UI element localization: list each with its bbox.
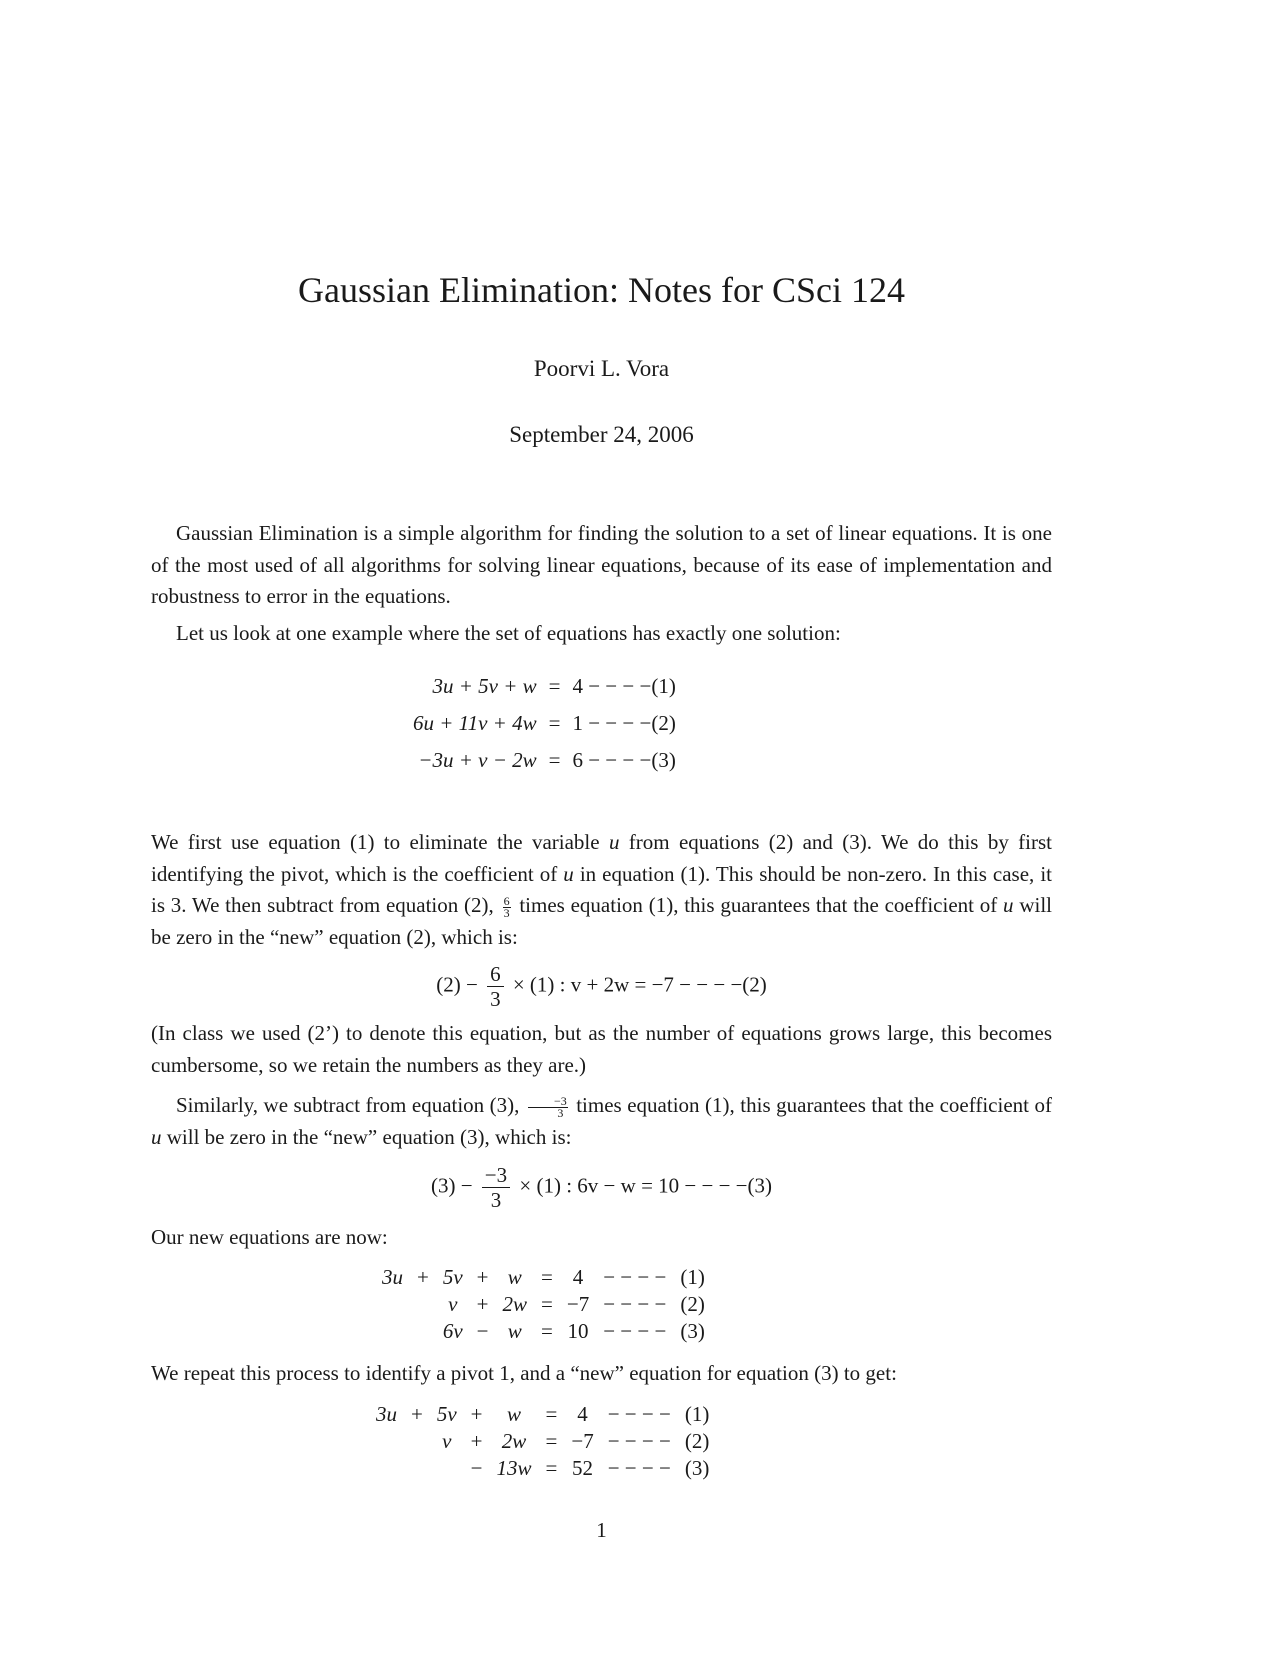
equation-system-3 [369,1401,716,1482]
equation-row: 6u + 11v + 4w = 1 − − − −(2) [413,711,676,735]
equation-system-1 [407,668,682,779]
new-equations-lead: Our new equations are now: [151,1225,388,1249]
notation-remark-paragraph: (In class we used (2’) to denote this equation, but as the number of equations grows large, this becomes cumbersome, so we retain the numbers as they are.) [151,1021,1052,1077]
equation-row: v + 2w = −7 − − − − (2) [442,1429,710,1453]
paper-date: September 24, 2006 [509,422,694,447]
display-equation-2: (2) − $\frac{6}{3}$ × (1) : v + 2w = −7 − − − −(2) [436,962,767,1011]
inline-fraction: $\frac{-3}{3}$ [528,1096,568,1119]
equation-row: 3u + 5v + w = 4 − − − − (1) [382,1265,705,1289]
equation-row: 3u + 5v + w = 4 − − − − (1) [376,1402,710,1426]
pivot-explanation-paragraph: We first use equation (1) to eliminate the variable u from equations (2) and (3). We do this by first identifying the pivot, which is the coefficient of u in equation (1). This should be non-zero. In this case, it is 3. We then subtract from equation (2), $\frac{6}{3}$ times equation (1), this guarantees that the coefficient of u will be zero in the “new” equation (2), which is: [151,830,1052,949]
repeat-process-lead: We repeat this process to identify a pivot 1, and a “new” equation for equation (3) to get: [151,1361,897,1385]
equation-row: 3u + 5v + w = 4 − − − −(1) [432,674,676,698]
equation-row: v + 2w = −7 − − − − (2) [448,1292,705,1316]
display-equation-3: (3) − $\frac{-3}{3}$ × (1) : 6v − w = 10 − − − −(3) [430,1163,773,1212]
equation-row: − 13w = 52 − − − − (3) [470,1456,710,1480]
example-lead-paragraph: Let us look at one example where the set of equations has exactly one solution: [176,621,841,645]
display-fraction: $\frac{-3}{3}$ [482,1163,510,1212]
page-number: 1 [596,1518,607,1542]
display-fraction: $\frac{6}{3}$ [487,962,504,1011]
equation-row: −3u + v − 2w = 6 − − − −(3) [418,748,676,772]
inline-fraction: $\frac{6}{3}$ [503,893,510,920]
intro-paragraph: Gaussian Elimination is a simple algorithm for finding the solution to a set of linear equations. It is one of the most used of all algorithms for solving linear equations, because of its ease of implementation and robustness to error in the equations. [151,521,1052,608]
equation-system-2 [375,1264,712,1345]
paper-title: Gaussian Elimination: Notes for CSci 124 [298,270,905,310]
equation-row: 6v − w = 10 − − − − (3) [442,1319,705,1343]
similarly-paragraph: Similarly, we subtract from equation (3), $\frac{-3}{3}$ times equation (1), this guarantees that the coefficient of u will be zero in the “new” equation (3), which is: [151,1093,1052,1149]
author-name: Poorvi L. Vora [533,356,670,381]
